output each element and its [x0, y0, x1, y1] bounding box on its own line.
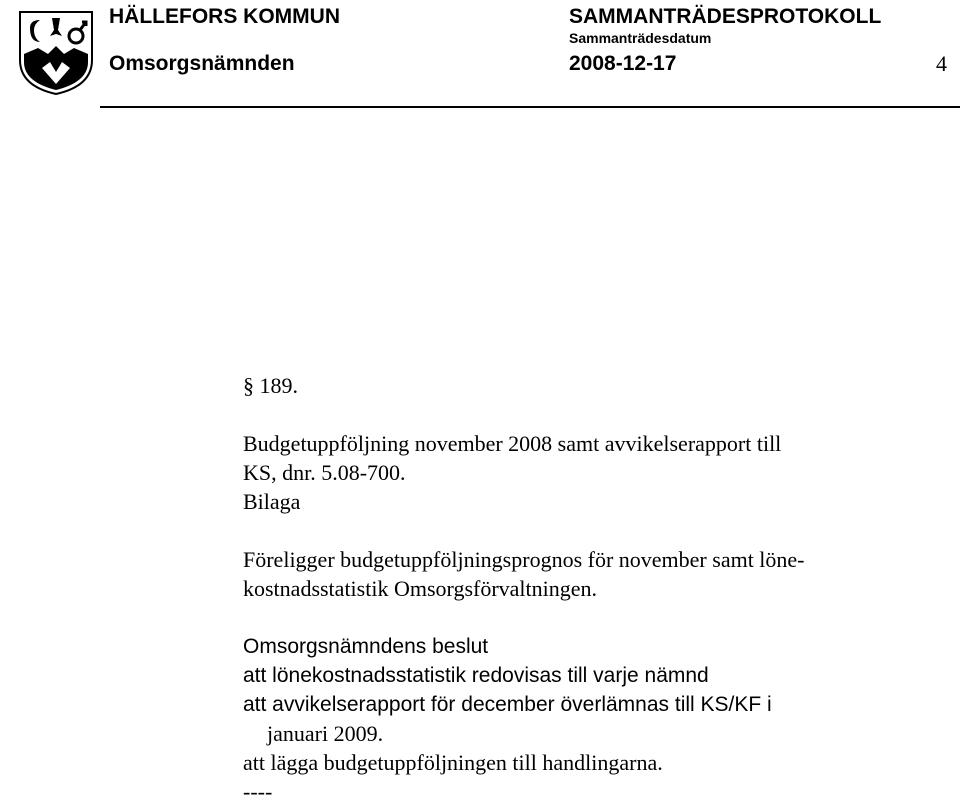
- meeting-date-label: Sammanträdesdatum: [569, 30, 712, 46]
- document-header: [0, 0, 960, 112]
- decision-item-2-continuation: januari 2009.: [267, 721, 384, 746]
- body-text-line-1: Föreligger budgetuppföljningsprognos för november samt löne-: [243, 547, 805, 572]
- page-number: 4: [936, 51, 947, 76]
- paragraph-number: § 189.: [243, 373, 298, 398]
- decision-item-1: att lönekostnadsstatistik redovisas till varje nämnd: [243, 664, 709, 687]
- end-marker: ----: [243, 779, 273, 804]
- decision-block: [243, 632, 943, 806]
- municipal-coat-of-arms-logo: [16, 8, 96, 96]
- attachment-label: Bilaga: [243, 489, 301, 514]
- section-title-line-1: Budgetuppföljning november 2008 samt avvikelserapport till: [243, 431, 782, 456]
- meeting-date: 2008-12-17: [569, 52, 677, 75]
- decision-item-3: att lägga budgetuppföljningen till handlingarna.: [243, 750, 663, 775]
- spacer: [243, 400, 943, 429]
- decision-heading: Omsorgsnämndens beslut: [243, 635, 489, 658]
- decision-item-2: att avvikelserapport för december överlämnas till KS/KF i: [243, 693, 772, 716]
- spacer: [243, 516, 943, 545]
- committee-name: Omsorgsnämnden: [109, 52, 295, 75]
- municipality-name: HÄLLEFORS KOMMUN: [109, 5, 340, 28]
- minutes-section: [243, 371, 943, 806]
- spacer: [243, 603, 943, 632]
- document-type: SAMMANTRÄDESPROTOKOLL: [569, 5, 882, 28]
- body-text-line-2: kostnadsstatistik Omsorgsförvaltningen.: [243, 576, 598, 601]
- section-title-line-2: KS, dnr. 5.08-700.: [243, 460, 406, 485]
- header-divider: [100, 106, 960, 108]
